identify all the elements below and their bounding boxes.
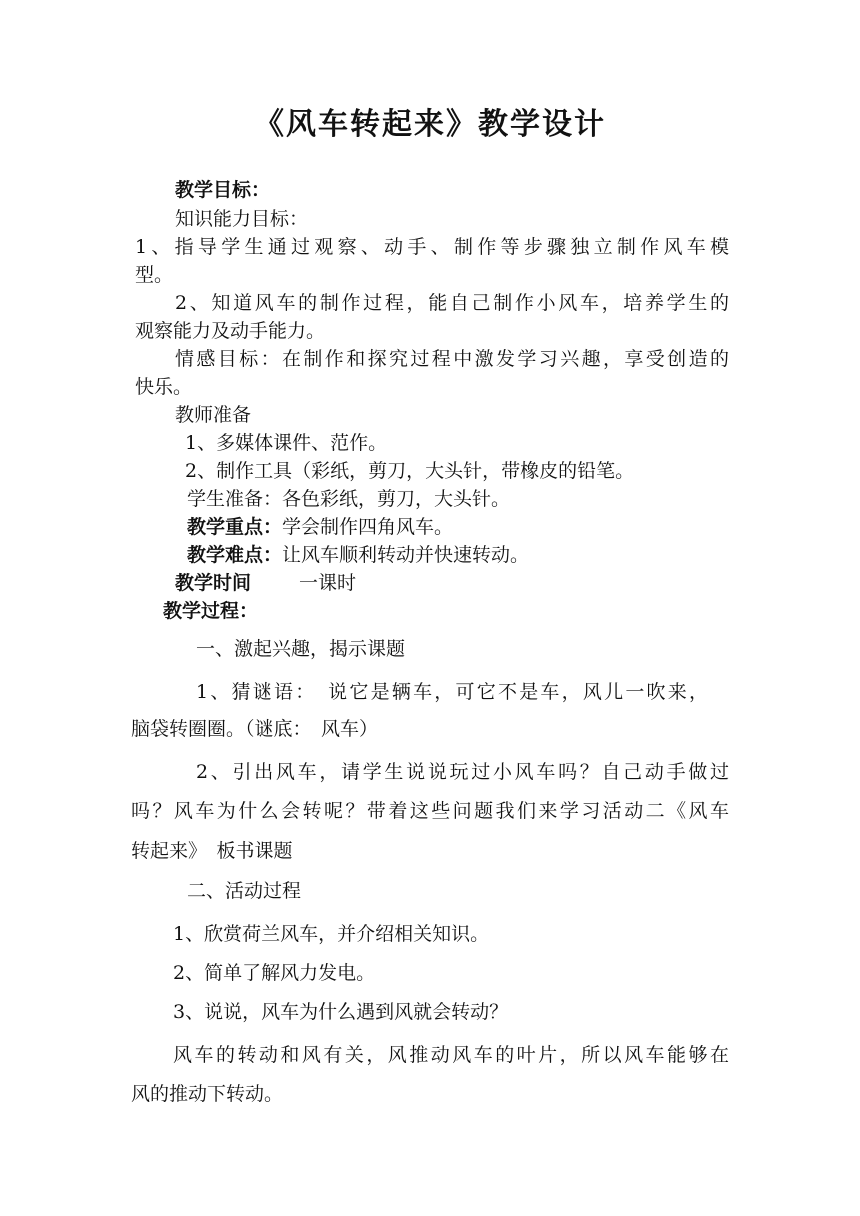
process-item-1: 1、欣赏荷兰风车，并介绍相关知识。 xyxy=(173,923,490,945)
knowledge-goal-1-line-2: 型。 xyxy=(135,264,174,286)
difficulty-label: 教学难点： xyxy=(187,544,283,566)
riddle-line-1: 1、猜谜语： 说它是辆车，可它不是车，风儿一吹来， xyxy=(196,681,708,703)
knowledge-goals-heading: 知识能力目标： xyxy=(175,208,309,230)
teacher-prep-heading: 教师准备 xyxy=(175,404,252,426)
emotion-goal-line-2: 快乐。 xyxy=(135,376,193,398)
knowledge-goal-2-line-1: 2、知道风车的制作过程，能自己制作小风车，培养学生的 xyxy=(175,292,729,314)
teaching-time-row xyxy=(175,574,356,593)
student-prep: 学生准备：各色彩纸，剪刀，大头针。 xyxy=(187,488,511,510)
teaching-time-label: 教学时间 xyxy=(175,572,252,594)
section-1-heading: 一、激起兴趣，揭示课题 xyxy=(196,638,406,660)
knowledge-goal-2-line-2: 观察能力及动手能力。 xyxy=(135,320,326,342)
difficulty-text: 让风车顺利转动并快速转动。 xyxy=(282,544,530,566)
answer-line-1: 风车的转动和风有关，风推动风车的叶片，所以风车能够在 xyxy=(173,1044,729,1066)
knowledge-goal-1-line-1: 1、指导学生通过观察、动手、制作等步骤独立制作风车模 xyxy=(135,236,729,258)
emotion-goal-line-1: 情感目标：在制作和探究过程中激发学习兴趣，享受创造的 xyxy=(175,348,729,370)
document-title: 《风车转起来》教学设计 xyxy=(254,107,606,142)
process-item-3: 3、说说，风车为什么遇到风就会转动？ xyxy=(173,1001,509,1023)
teaching-goals-heading: 教学目标： xyxy=(175,179,271,201)
intro-line-2: 吗？风车为什么会转呢？带着这些问题我们来学习活动二《风车 xyxy=(131,800,729,822)
key-point-row xyxy=(187,518,453,537)
process-item-2: 2、简单了解风力发电。 xyxy=(173,962,376,984)
teacher-prep-item-2: 2、制作工具（彩纸，剪刀，大头针，带橡皮的铅笔。 xyxy=(185,460,635,482)
intro-line-3: 转起来》 板书课题 xyxy=(131,840,293,862)
teaching-process-heading: 教学过程： xyxy=(163,600,259,622)
teacher-prep-item-1: 1、多媒体课件、范作。 xyxy=(185,432,388,454)
intro-line-1: 2、引出风车，请学生说说玩过小风车吗？自己动手做过 xyxy=(196,761,729,783)
difficulty-row xyxy=(187,546,529,565)
section-2-heading: 二、活动过程 xyxy=(187,880,302,902)
answer-line-2: 风的推动下转动。 xyxy=(131,1083,284,1105)
key-point-label: 教学重点： xyxy=(187,516,283,538)
teaching-time-text: 一课时 xyxy=(299,572,357,594)
key-point-text: 学会制作四角风车。 xyxy=(282,516,454,538)
riddle-line-2: 脑袋转圈圈。（谜底： 风车） xyxy=(131,718,379,740)
